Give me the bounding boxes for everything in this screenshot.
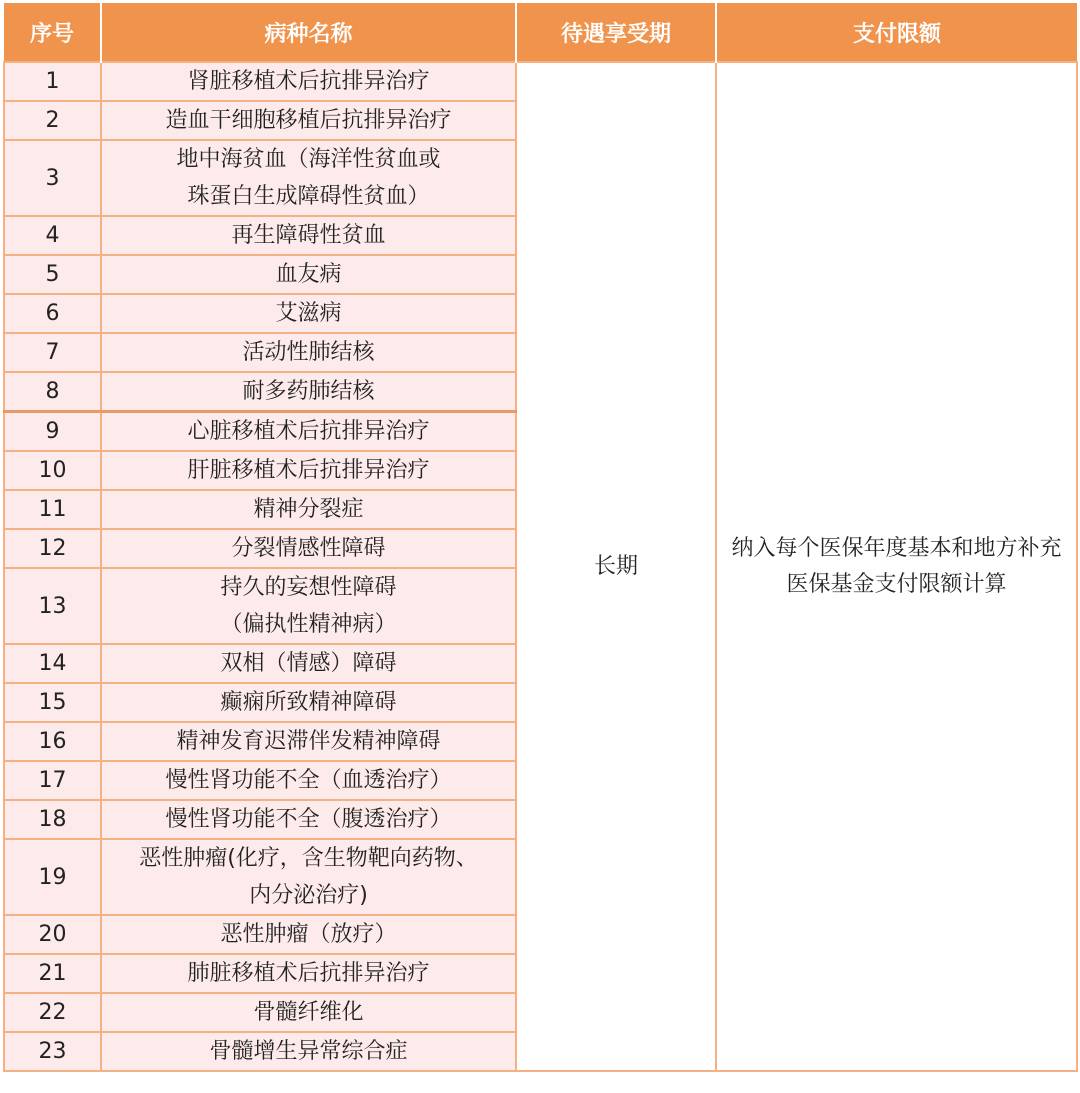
row-disease-name: 耐多药肺结核 xyxy=(101,372,516,412)
table-header-row xyxy=(4,3,1077,62)
row-disease-name: 肝脏移植术后抗排异治疗 xyxy=(101,451,516,490)
row-disease-name: 再生障碍性贫血 xyxy=(101,216,516,255)
row-index: 6 xyxy=(4,294,101,333)
header-index: 序号 xyxy=(4,3,101,62)
row-disease-name: 恶性肿瘤（放疗） xyxy=(101,915,516,954)
row-disease-name: 心脏移植术后抗排异治疗 xyxy=(101,412,516,452)
row-disease-name: 精神分裂症 xyxy=(101,490,516,529)
row-index: 11 xyxy=(4,490,101,529)
row-index: 5 xyxy=(4,255,101,294)
disease-table xyxy=(3,3,1078,1072)
row-disease-name: 分裂情感性障碍 xyxy=(101,529,516,568)
header-payment-limit: 支付限额 xyxy=(716,3,1077,62)
row-disease-name: 血友病 xyxy=(101,255,516,294)
table-body xyxy=(4,62,1077,1071)
row-disease-name: 肺脏移植术后抗排异治疗 xyxy=(101,954,516,993)
payment-limit-text: 纳入每个医保年度基本和地方补充医保基金支付限额计算 xyxy=(731,535,1062,597)
table-row xyxy=(4,62,1077,101)
row-index: 19 xyxy=(4,839,101,915)
row-disease-name: 恶性肿瘤(化疗，含生物靶向药物、 内分泌治疗) xyxy=(101,839,516,915)
row-index: 17 xyxy=(4,761,101,800)
row-disease-name: 造血干细胞移植后抗排异治疗 xyxy=(101,101,516,140)
row-disease-name: 地中海贫血（海洋性贫血或 珠蛋白生成障碍性贫血） xyxy=(101,140,516,216)
row-index: 16 xyxy=(4,722,101,761)
row-disease-name: 活动性肺结核 xyxy=(101,333,516,372)
row-index: 15 xyxy=(4,683,101,722)
row-index: 14 xyxy=(4,644,101,683)
row-disease-name: 骨髓纤维化 xyxy=(101,993,516,1032)
row-index: 4 xyxy=(4,216,101,255)
row-index: 21 xyxy=(4,954,101,993)
header-disease-name: 病种名称 xyxy=(101,3,516,62)
row-disease-name: 艾滋病 xyxy=(101,294,516,333)
row-disease-name: 双相（情感）障碍 xyxy=(101,644,516,683)
row-index: 3 xyxy=(4,140,101,216)
row-index: 12 xyxy=(4,529,101,568)
disease-table-container xyxy=(3,3,1076,1072)
row-index: 18 xyxy=(4,800,101,839)
row-index: 8 xyxy=(4,372,101,412)
row-index: 20 xyxy=(4,915,101,954)
row-index: 9 xyxy=(4,412,101,452)
row-index: 1 xyxy=(4,62,101,101)
row-disease-name: 肾脏移植术后抗排异治疗 xyxy=(101,62,516,101)
row-disease-name: 癫痫所致精神障碍 xyxy=(101,683,516,722)
row-index: 22 xyxy=(4,993,101,1032)
row-index: 2 xyxy=(4,101,101,140)
row-disease-name: 慢性肾功能不全（血透治疗） xyxy=(101,761,516,800)
payment-limit-cell xyxy=(716,62,1077,1071)
row-disease-name: 骨髓增生异常综合症 xyxy=(101,1032,516,1071)
row-disease-name: 持久的妄想性障碍 （偏执性精神病） xyxy=(101,568,516,644)
benefit-period-cell: 长期 xyxy=(516,62,716,1071)
header-benefit-period: 待遇享受期 xyxy=(516,3,716,62)
row-disease-name: 慢性肾功能不全（腹透治疗） xyxy=(101,800,516,839)
row-index: 7 xyxy=(4,333,101,372)
row-disease-name: 精神发育迟滞伴发精神障碍 xyxy=(101,722,516,761)
row-index: 23 xyxy=(4,1032,101,1071)
row-index: 10 xyxy=(4,451,101,490)
row-index: 13 xyxy=(4,568,101,644)
